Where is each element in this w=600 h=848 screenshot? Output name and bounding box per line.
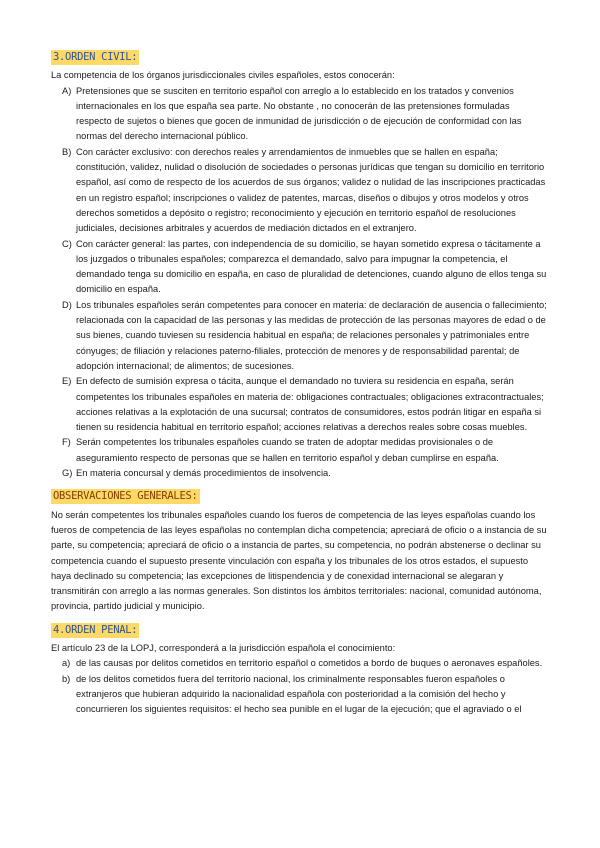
list-item-text: de las causas por delitos cometidos en territorio español o cometidos a bordo de buques o aeronaves españoles. (76, 658, 543, 669)
section-orden-civil (51, 50, 547, 481)
list-marker: B) (62, 146, 72, 157)
penal-item-b (51, 672, 547, 718)
civil-item-b (51, 145, 547, 237)
list-item-text: Con carácter general: las partes, con independencia de su domicilio, se hayan sometido expresa o tácitamente a los juzgados o tribunales españoles; comparezca el demandado, salvo para impugnar la competencia, el demandado tenga su domicilio en españa, en caso de pluralidad de detenciones, cuando alguno de ellos tenga su domicilio en españa. (76, 238, 547, 295)
civil-item-c (51, 237, 547, 298)
civil-item-a (51, 84, 547, 145)
civil-item-g (51, 466, 547, 481)
penal-item-a (51, 656, 547, 671)
document-content (51, 50, 547, 717)
list-marker: D) (62, 299, 72, 310)
section-orden-penal (51, 623, 547, 718)
civil-item-f (51, 435, 547, 466)
civil-list (51, 84, 547, 482)
civil-item-d (51, 298, 547, 374)
civil-item-e (51, 374, 547, 435)
list-marker: C) (62, 238, 72, 249)
list-marker: G) (62, 468, 73, 479)
heading-orden-civil: 3.ORDEN CIVIL: (53, 51, 138, 63)
list-item-text: Pretensiones que se susciten en territorio español con arreglo a lo establecido en los tratados y convenios internacionales en los que españa sea parte. No obstante , no conocerán de las pretensiones formuladas respecto de sujetos o bienes que gocen de inmunidad de jurisdicción o de ejecución de conformidad con las normas del derecho internacional público. (76, 85, 522, 142)
penal-intro: El artículo 23 de la LOPJ, corresponderá a la jurisdicción española el conocimiento: (51, 642, 396, 653)
section-observaciones (51, 489, 547, 614)
heading-observaciones: OBSERVACIONES GENERALES: (53, 490, 198, 503)
heading-orden-penal: 4.ORDEN PENAL: (53, 623, 138, 636)
list-marker: E) (62, 376, 72, 387)
list-item-text: En defecto de sumisión expresa o tácita, aunque el demandado no tuviera su residencia en españa, serán competentes los tribunales españoles en materia de: obligaciones contractuales; obligaciones extracontractuales; acciones relativas a la explotación de una sucursal; contratos de consumidores, estos podrán litigar en españa si tienen su residencia habitual en territorio español; acciones relativas a derechos reales sobre cosas muebles. (76, 376, 544, 433)
list-marker: b) (62, 673, 71, 684)
list-item-text: En materia concursal y demás procedimientos de insolvencia. (76, 468, 331, 479)
list-marker: a) (62, 658, 71, 669)
list-marker: A) (62, 85, 72, 96)
penal-list (51, 656, 547, 717)
list-item-text: Serán competentes los tribunales españoles cuando se traten de adoptar medidas provisionales o de aseguramiento respecto de personas que se hallen en territorio español y deban cumplirse en españa. (76, 437, 499, 463)
list-item-text: de los delitos cometidos fuera del territorio nacional, los criminalmente responsables fueron españoles o extranjeros que hubieran adquirido la nacionalidad española con posterioridad a la comisión del hecho y concurrieren los siguientes requisitos: el hecho sea punible en el lugar de la ejecución; que el agraviado o el (76, 673, 522, 715)
civil-intro: La competencia de los órganos jurisdiccionales civiles españoles, estos conocerán: (51, 70, 395, 81)
list-item-text: Con carácter exclusivo: con derechos reales y arrendamientos de inmuebles que se hallen en españa; constitución, validez, nulidad o disolución de sociedades o personas jurídicas que tengan su domicilio en territorio español, así como de respecto de los acuerdos de sus órganos; validez o nulidad de las inscripciones practicadas en un registro español; inscripciones o validez de patentes, marcas, diseños o dibujos y otros modelos y otros derechos sometidos a depósito o registro; reconocimiento y ejecución en territorio español de resoluciones judiciales, decisiones arbitrales y acuerdos de mediación dictados en el extranjero. (76, 146, 546, 234)
observaciones-text: No serán competentes los tribunales españoles cuando los fueros de competencia de las leyes españolas cuando los fueros de competencia de las leyes españolas no contemplan dicha competencia; apreciará de oficio o a instancia de su parte, su competencia; apreciará de oficio o a instancia de partes, su competencia, no podrán abstenerse o declinar su competencia cuando el supuesto presente vinculación con españa y los tribunales de los otros estados, el supuesto haya declinado su competencia; las excepciones de litispendencia y de conexidad internacional se alegaran y transmitirán con arreglo a las normas generales. Son distintos los ámbitos territoriales: nacional, comunidad autónoma, provincia, partido judicial y municipio. (51, 509, 547, 612)
list-item-text: Los tribunales españoles serán competentes para conocer en materia: de declaración de ausencia o fallecimiento; relacionada con la capacidad de las personas y las medidas de protección de las personas mayores de edad o de sus bienes, cuando tuviesen su residencia habitual en españa; de relaciones personales y patrimoniales entre cónyuges; de filiación y relaciones paterno-filiales, protección de menores y de responsabilidad parental; de adopción internacional; de alimentos; de sucesiones. (76, 299, 547, 371)
list-marker: F) (62, 437, 71, 448)
